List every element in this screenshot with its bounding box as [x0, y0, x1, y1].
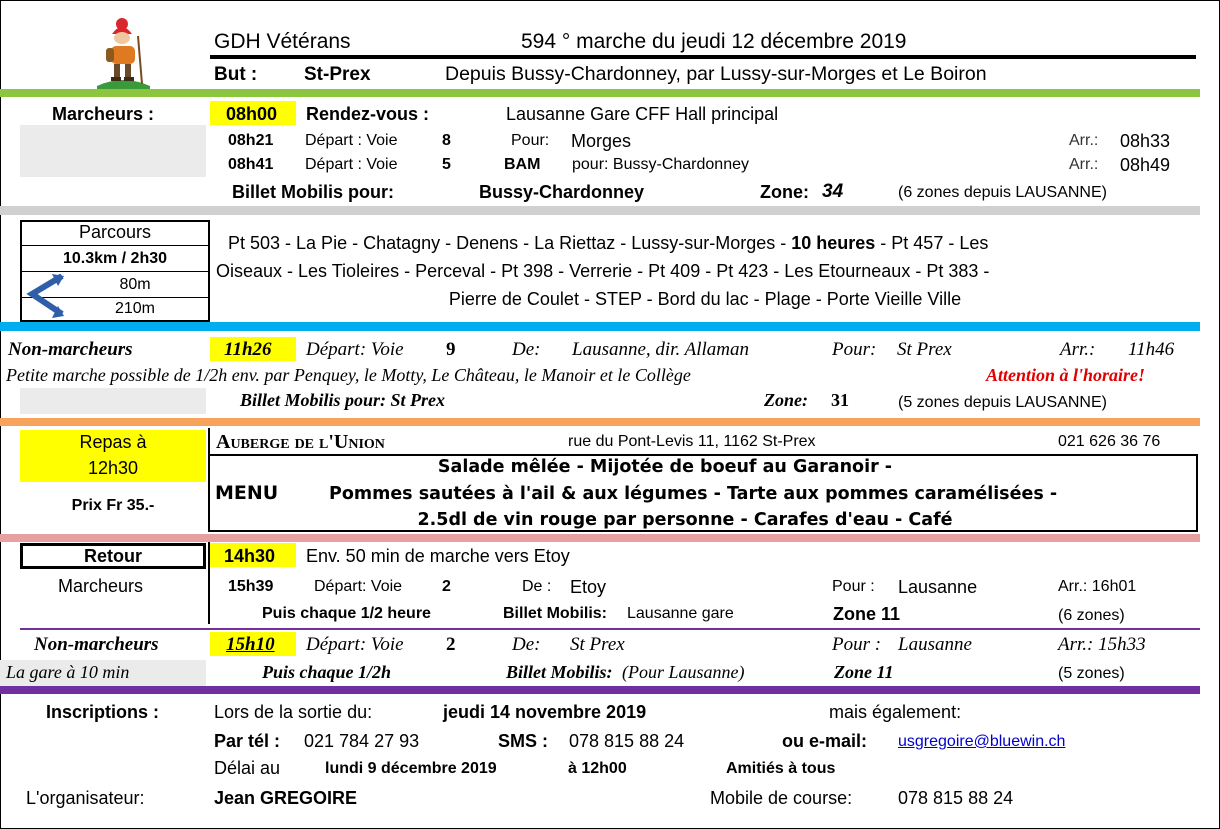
but-value: St-Prex: [304, 64, 371, 85]
menu-line1: Salade mêlée - Mijotée de boeuf au Garanoir -: [437, 457, 893, 477]
train1-time: 08h21: [228, 132, 274, 149]
nm2-de: St Prex: [570, 634, 625, 655]
nm-time: 11h26: [224, 339, 272, 360]
parcours-up: 80m: [119, 276, 151, 293]
zones-note: (6 zones depuis LAUSANNE): [898, 184, 1107, 201]
nm2-pour-label: Pour :: [832, 634, 882, 655]
elevation-arrows-icon: [22, 274, 66, 320]
parcours-line1: [228, 234, 988, 252]
delai-label: Délai au: [214, 758, 281, 778]
m-zones-note: (6 zones): [1058, 607, 1125, 624]
lors-label: Lors de la sortie du:: [214, 702, 373, 722]
marcheurs-label: Marcheurs :: [52, 104, 155, 124]
hiker-logo-icon: [92, 14, 154, 90]
divider: [20, 628, 1200, 630]
nm2-gare: La gare à 10 min: [6, 662, 130, 682]
menu-line2: Pommes sautées à l'ail & aux légumes - Tarte aux pommes caramélisées -: [329, 484, 1058, 504]
nm2-zones-note: (5 zones): [1058, 665, 1125, 682]
restaurant-address: rue du Pont-Levis 11, 1162 St-Prex: [568, 433, 816, 450]
train2-depart: Départ : Voie: [305, 156, 398, 173]
nm2-pour: Lausanne: [898, 634, 972, 655]
retour-time: 14h30: [224, 546, 276, 566]
nm-de: Lausanne, dir. Allaman: [572, 339, 750, 360]
orange-rule: [0, 418, 1200, 426]
repas-price: Prix Fr 35.-: [71, 497, 155, 514]
nm2-billet-label: Billet Mobilis:: [506, 662, 613, 682]
retour-marcheurs-label: Marcheurs: [58, 576, 144, 596]
pink-rule: [0, 534, 1200, 542]
rdv-place: Lausanne Gare CFF Hall principal: [506, 104, 779, 124]
gray-rule: [0, 206, 1200, 215]
nm2-time: 15h10: [226, 634, 275, 655]
train2-voie: 5: [442, 156, 451, 173]
menu-label: MENU: [215, 482, 279, 504]
m-arr: Arr.: 16h01: [1058, 578, 1137, 595]
delai-date: lundi 9 décembre 2019: [325, 760, 497, 777]
menu-line3: 2.5dl de vin rouge par personne - Carafes d'eau - Café: [417, 510, 953, 530]
train1-voie: 8: [442, 132, 451, 149]
org-title: GDH Vétérans: [214, 30, 351, 53]
divider: [208, 542, 210, 624]
rdv-time: 08h00: [226, 104, 278, 124]
parcours-line2: Oiseaux - Les Tioleires - Perceval - Pt 398 - Verrerie - Pt 409 - Pt 423 - Les Etourneaux - Pt 383 -: [216, 261, 990, 281]
nm2-billet: (Pour Lausanne): [622, 662, 745, 682]
zone-label: Zone:: [760, 182, 809, 202]
m-puis: Puis chaque 1/2 heure: [262, 605, 431, 622]
amities-text: Amitiés à tous: [726, 760, 836, 777]
nm2-zone: Zone 11: [834, 662, 894, 682]
purple-rule: [0, 686, 1200, 694]
nm-arr-label: Arr.:: [1060, 339, 1096, 360]
nm-attention: Attention à l'horaire!: [986, 365, 1146, 385]
divider: [20, 245, 210, 246]
tel-label: Par tél :: [214, 731, 281, 751]
restaurant-name: Auberge de l'Union: [216, 431, 385, 453]
sms-label: SMS :: [498, 731, 549, 751]
m-pour-label: Pour :: [832, 578, 875, 595]
parcours-line1-b: 10 heures: [791, 233, 876, 253]
m-pour: Lausanne: [898, 577, 978, 597]
lors-date: jeudi 14 novembre 2019: [443, 702, 647, 722]
nm-pour: St Prex: [897, 339, 952, 360]
repas-label: Repas à: [79, 432, 147, 452]
mobile-label: Mobile de course:: [710, 788, 853, 808]
tel-value: 021 784 27 93: [304, 731, 420, 751]
train2-line: BAM: [504, 156, 541, 173]
nm2-de-label: De:: [512, 634, 541, 655]
retour-label: Retour: [84, 546, 142, 566]
march-title: 594 ° marche du jeudi 12 décembre 2019: [521, 30, 907, 53]
nm-label: Non-marcheurs: [8, 339, 133, 360]
nm-zones-note: (5 zones depuis LAUSANNE): [898, 394, 1107, 411]
nm-voie: 9: [446, 339, 456, 360]
header-rule: [210, 55, 1196, 59]
email-link[interactable]: usgregoire@bluewin.ch: [898, 733, 1066, 750]
nm-depart: Départ: Voie: [306, 339, 404, 360]
nm2-label: Non-marcheurs: [34, 634, 159, 655]
train1-depart: Départ : Voie: [305, 132, 398, 149]
nm-zone-label: Zone:: [764, 390, 808, 410]
retour-note: Env. 50 min de marche vers Etoy: [306, 546, 570, 566]
nm-billet: Billet Mobilis pour: St Prex: [240, 390, 446, 410]
email-label: ou e-mail:: [782, 731, 868, 751]
parcours-down: 210m: [114, 300, 156, 317]
train2-arr-label: Arr.:: [1069, 156, 1099, 173]
nm2-puis: Puis chaque 1/2h: [262, 662, 392, 682]
train1-pour: Morges: [571, 131, 632, 151]
organisateur-label: L'organisateur:: [26, 788, 145, 808]
nm-pour-label: Pour:: [832, 339, 877, 360]
restaurant-phone: 021 626 36 76: [1058, 433, 1161, 450]
train2-time: 08h41: [228, 156, 274, 173]
inscriptions-label: Inscriptions :: [46, 702, 160, 722]
mais-label: mais également:: [829, 702, 962, 722]
gray-block: [20, 388, 206, 414]
route-text: Depuis Bussy-Chardonney, par Lussy-sur-Morges et Le Boiron: [445, 63, 987, 85]
m-billet-label: Billet Mobilis:: [503, 605, 607, 622]
nm-de-label: De:: [512, 339, 541, 360]
train2-arr: 08h49: [1120, 155, 1171, 175]
divider: [20, 271, 210, 272]
delai-time: à 12h00: [568, 760, 627, 777]
parcours-line1-a: Pt 503 - La Pie - Chatagny - Denens - La Riettaz - Lussy-sur-Morges -: [228, 233, 792, 253]
billet-dest: Bussy-Chardonney: [479, 182, 645, 202]
mobile-value: 078 815 88 24: [898, 788, 1014, 808]
parcours-distance: 10.3km / 2h30: [62, 250, 168, 267]
repas-time: 12h30: [87, 458, 139, 478]
billet-label: Billet Mobilis pour:: [232, 182, 394, 202]
gray-block: [20, 125, 206, 177]
but-label: But :: [214, 64, 258, 85]
parcours-line1-c: - Pt 457 - Les: [875, 233, 989, 253]
parcours-label: Parcours: [78, 222, 152, 242]
train1-arr-label: Arr.:: [1069, 132, 1099, 149]
train1-pour-label: Pour:: [511, 132, 550, 149]
nm2-arr: Arr.: 15h33: [1058, 634, 1146, 655]
m-de-label: De :: [522, 578, 552, 595]
m-zone: Zone 11: [833, 604, 901, 624]
nm-arr: 11h46: [1128, 339, 1175, 360]
green-rule: [0, 89, 1200, 97]
m-time: 15h39: [228, 578, 274, 595]
organisateur-name: Jean GREGOIRE: [214, 788, 358, 808]
m-billet: Lausanne gare: [627, 605, 734, 622]
parcours-line3: Pierre de Coulet - STEP - Bord du lac - Plage - Porte Vieille Ville: [448, 289, 962, 309]
blue-rule: [0, 322, 1200, 331]
m-depart: Départ: Voie: [314, 578, 403, 595]
nm-zone: 31: [831, 390, 849, 410]
nm2-depart: Départ: Voie: [306, 634, 404, 655]
m-voie: 2: [442, 578, 451, 595]
train2-pour: pour: Bussy-Chardonney: [572, 156, 749, 173]
train1-arr: 08h33: [1120, 131, 1171, 151]
nm2-voie: 2: [446, 634, 456, 655]
sms-value: 078 815 88 24: [569, 731, 685, 751]
zone-value: 34: [822, 181, 844, 202]
m-de: Etoy: [570, 577, 607, 597]
nm-note: Petite marche possible de 1/2h env. par Penquey, le Motty, Le Château, le Manoir et le Collège: [6, 365, 691, 385]
rdv-label: Rendez-vous :: [306, 104, 430, 124]
